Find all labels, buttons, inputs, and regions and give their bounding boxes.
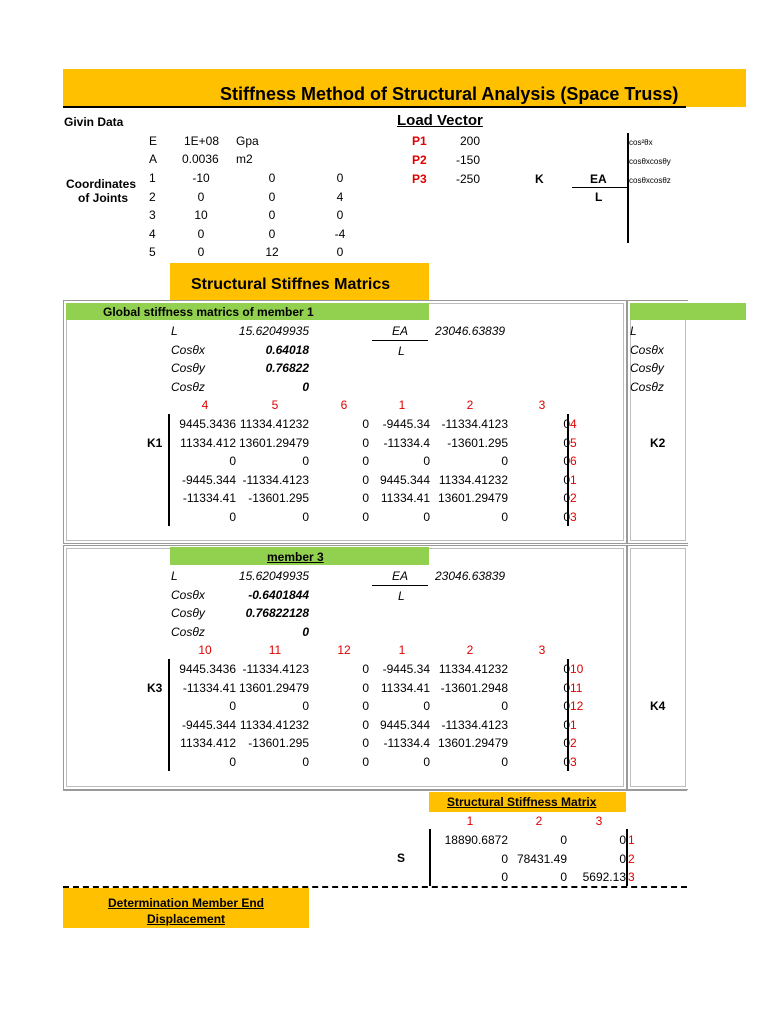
matrix-cell: 11334.41 — [380, 491, 430, 506]
m3-cz-value: 0 — [302, 625, 309, 639]
k-term-1: cos²θx — [629, 138, 653, 147]
m2-cx-label: Cosθx — [630, 343, 664, 357]
matrix-cell: 0 — [560, 870, 567, 884]
m1-ea-value: 23046.63839 — [435, 324, 506, 338]
s-header: Structural Stiffness Matrix — [447, 795, 597, 809]
matrix-row-index: 2 — [628, 851, 635, 866]
matrix-cell: 0 — [362, 680, 369, 695]
matrix-col-index: 6 — [340, 398, 348, 412]
matrix-col-index: 10 — [198, 643, 212, 657]
joint-number: 2 — [149, 189, 156, 204]
load-value: -150 — [455, 153, 480, 167]
matrix-row-index: 3 — [570, 510, 577, 524]
matrix-cell: 0 — [563, 717, 570, 732]
joint-coordinate: 0 — [268, 189, 276, 204]
matrix-cell: 11334.41232 — [438, 472, 508, 487]
joint-coordinate: 0 — [268, 208, 276, 222]
matrix-cell: -11334.41 — [182, 680, 236, 695]
m1-cy-value: 0.76822 — [265, 361, 309, 375]
m1-cx-value: 0.64018 — [265, 343, 309, 357]
m1-ea-line — [372, 340, 428, 341]
member3-header: member 3 — [267, 550, 324, 564]
section-separator — [63, 790, 687, 791]
load-label: P1 — [412, 134, 427, 148]
matrix-cell: -11334.4 — [383, 736, 430, 751]
displacement-header-1: Determination Member End — [107, 896, 265, 910]
joint-coordinate: 12 — [265, 245, 279, 259]
m3-cx-label: Cosθx — [171, 588, 205, 602]
matrix-row-index: 2 — [570, 736, 577, 751]
matrix-col-index: 5 — [271, 398, 279, 412]
a-symbol: A — [149, 152, 158, 166]
matrix-cell: 0 — [563, 510, 570, 524]
matrix-cell: 0 — [302, 699, 309, 714]
matrix-cell: 9445.344 — [379, 472, 430, 487]
m3-l-value: 15.62049935 — [238, 569, 309, 583]
matrix-cell: 11334.41 — [380, 680, 430, 695]
joint-number: 5 — [149, 245, 156, 259]
matrix-cell: 0 — [423, 699, 430, 714]
m3-ea-value: 23046.63839 — [435, 569, 506, 583]
matrix-col-index: 3 — [595, 814, 603, 828]
matrix-cell: 11334.41232 — [438, 662, 508, 676]
matrix-col-index: 1 — [398, 398, 406, 412]
matrix-cell: 5692.13 — [582, 870, 626, 884]
matrix-cell: 0 — [563, 736, 570, 751]
matrix-cell: 0 — [362, 491, 369, 506]
load-label: P3 — [412, 172, 427, 186]
matrix-cell: 0 — [229, 699, 236, 714]
matrix-cell: -11334.4123 — [441, 717, 508, 732]
load-value: 200 — [459, 134, 480, 148]
matrix-cell: 0 — [563, 491, 570, 506]
m3-cz-label: Cosθz — [171, 625, 205, 639]
matrix-cell: 0 — [501, 870, 508, 884]
matrix-cell: 0 — [362, 454, 369, 469]
matrix-cell: 11334.41232 — [239, 417, 309, 431]
matrix-row-index: 10 — [570, 662, 584, 676]
matrix-col-index: 1 — [398, 643, 406, 657]
s-matrix-name: S — [397, 851, 406, 865]
matrix-cell: 0 — [563, 699, 570, 714]
matrix-cell: 78431.49 — [516, 851, 567, 866]
load-value: -250 — [455, 172, 480, 186]
e-value: 1E+08 — [184, 134, 220, 148]
matrix-cell: 18890.6872 — [444, 833, 508, 847]
matrix-cell: 13601.29479 — [438, 491, 509, 506]
m4-matrix-name: K4 — [650, 699, 666, 713]
structural-header: Structural Stiffnes Matrics — [191, 276, 391, 293]
matrix-cell: 0 — [362, 510, 369, 524]
m2-l-label: L — [630, 324, 637, 338]
matrix-col-index: 3 — [538, 398, 546, 412]
matrix-cell: 0 — [302, 755, 309, 769]
matrix-cell: 0 — [619, 851, 626, 866]
k-ea: EA — [590, 172, 607, 186]
matrix-cell: 0 — [362, 736, 369, 751]
a-value: 0.0036 — [182, 152, 219, 166]
joint-coordinate: 0 — [336, 171, 344, 185]
matrix-cell: 0 — [423, 510, 430, 524]
matrix-cell: 13601.29479 — [438, 736, 509, 751]
matrix-cell: 0 — [563, 755, 570, 769]
matrix-row-index: 12 — [570, 699, 584, 714]
m3-ea-den: L — [398, 589, 405, 603]
matrix-cell: 0 — [501, 510, 508, 524]
matrix-col-index: 2 — [535, 814, 543, 828]
joint-coordinate: 0 — [336, 245, 344, 259]
matrix-cell: 0 — [362, 472, 369, 487]
matrix-cell: 0 — [362, 435, 369, 450]
matrix-cell: 0 — [362, 699, 369, 714]
m1-l-label: L — [171, 324, 178, 338]
m3-ea-line — [372, 585, 428, 586]
matrix-col-index: 2 — [466, 643, 474, 657]
matrix-row-index: 5 — [570, 435, 577, 450]
matrix-cell: -11334.4123 — [441, 417, 508, 431]
matrix-row-index: 3 — [570, 755, 577, 769]
matrix-cell: 0 — [362, 755, 369, 769]
k-term-3: cosθxcosθz — [629, 176, 671, 185]
a-unit: m2 — [236, 152, 253, 166]
m3-l-label: L — [171, 569, 178, 583]
m2-cz-label: Cosθz — [630, 380, 664, 394]
joint-coordinate: 0 — [197, 189, 205, 204]
k-term-2: cosθxcosθy — [629, 157, 671, 166]
matrix-cell: 0 — [423, 755, 430, 769]
matrix-cell: -11334.4123 — [242, 472, 309, 487]
m1-cz-value: 0 — [302, 380, 309, 394]
matrix-cell: -9445.344 — [181, 717, 236, 732]
joint-coordinate: -4 — [334, 226, 346, 241]
load-vector-title: Load Vector — [397, 112, 483, 129]
matrix-cell: 0 — [362, 662, 369, 676]
m1-l-value: 15.62049935 — [238, 324, 309, 338]
matrix-cell: 9445.3436 — [179, 662, 236, 676]
m3-cy-value: 0.76822128 — [245, 606, 309, 620]
matrix-cell: 13601.29479 — [239, 435, 310, 450]
coords-label-1: Coordinates — [66, 177, 137, 191]
matrix-cell: 0 — [423, 454, 430, 469]
matrix-cell: 13601.29479 — [239, 680, 310, 695]
matrix-cell: -13601.295 — [447, 435, 508, 450]
joint-coordinate: 0 — [197, 226, 205, 241]
matrix-cell: 11334.41232 — [239, 717, 309, 732]
matrix-cell: 0 — [302, 454, 309, 469]
member2-header-band — [630, 303, 746, 320]
k-fraction-line — [572, 187, 628, 188]
m3-cx-value: -0.6401844 — [248, 588, 309, 602]
matrix-cell: 0 — [229, 510, 236, 524]
matrix-cell: 0 — [362, 417, 369, 431]
matrix-cell: 0 — [560, 833, 567, 847]
joint-coordinate: 0 — [268, 171, 276, 185]
matrix-cell: -13601.295 — [248, 491, 309, 506]
displacement-header-2: Displacement — [146, 912, 226, 926]
matrix-row-index: 1 — [570, 717, 577, 732]
joint-coordinate: 10 — [194, 208, 208, 222]
matrix-cell: 9445.344 — [379, 717, 430, 732]
matrix-col-index: 3 — [538, 643, 546, 657]
k-bracket — [627, 133, 629, 243]
matrix-cell: -13601.2948 — [440, 680, 508, 695]
m2-cy-label: Cosθy — [630, 361, 664, 375]
matrix-cell: 0 — [501, 851, 508, 866]
matrix-cell: 0 — [501, 755, 508, 769]
matrix-cell: 0 — [563, 435, 570, 450]
m1-cz-label: Cosθz — [171, 380, 205, 394]
matrix-col-index: 12 — [337, 643, 351, 657]
matrix-cell: 0 — [563, 454, 570, 469]
m1-ea-label: EA — [392, 324, 409, 338]
k-symbol: K — [535, 172, 544, 186]
m3-cy-label: Cosθy — [171, 606, 205, 620]
joint-coordinate: 0 — [336, 208, 344, 222]
matrix-cell: 0 — [563, 472, 570, 487]
matrix-row-index: 2 — [570, 491, 577, 506]
member4-frame — [627, 545, 688, 790]
matrix-cell: -11334.4 — [383, 435, 430, 450]
matrix-cell: -9445.344 — [181, 472, 236, 487]
matrix-col-index: 1 — [466, 814, 474, 828]
joint-number: 3 — [149, 208, 156, 222]
coords-label-2: of Joints — [78, 191, 128, 205]
matrix-col-index: 2 — [466, 398, 474, 412]
joint-number: 1 — [149, 171, 156, 185]
k-l: L — [595, 190, 603, 204]
m1-cy-label: Cosθy — [171, 361, 205, 375]
matrix-cell: 11334.412 — [180, 435, 236, 450]
matrix-cell: 0 — [229, 454, 236, 469]
matrix-cell: 0 — [302, 510, 309, 524]
joint-coordinate: -10 — [192, 171, 210, 185]
matrix-cell: 11334.412 — [180, 736, 236, 751]
matrix-cell: 0 — [563, 417, 570, 431]
joint-coordinate: 4 — [336, 189, 344, 204]
joint-coordinate: 0 — [268, 226, 276, 241]
matrix-cell: -11334.41 — [182, 491, 236, 506]
matrix-row-index: 1 — [628, 833, 635, 847]
matrix-row-index: 6 — [570, 454, 577, 469]
matrix-cell: 9445.3436 — [179, 417, 236, 431]
m1-cx-label: Cosθx — [171, 343, 205, 357]
matrix-row-index: 4 — [570, 417, 577, 431]
matrix-cell: -13601.295 — [248, 736, 309, 751]
matrix-row-index: 11 — [570, 680, 583, 695]
matrix-cell: 0 — [501, 699, 508, 714]
title-underline — [63, 106, 686, 108]
matrix-col-index: 4 — [201, 398, 209, 412]
matrix-cell: -9445.34 — [382, 662, 430, 676]
m2-matrix-name: K2 — [650, 436, 666, 450]
m1-matrix-name: K1 — [147, 436, 163, 450]
matrix-cell: -9445.34 — [382, 417, 430, 431]
matrix-cell: 0 — [619, 833, 626, 847]
e-symbol: E — [149, 134, 158, 148]
matrix-row-index: 1 — [570, 472, 577, 487]
page-title: Stiffness Method of Structural Analysis (Space Truss) — [220, 84, 679, 104]
matrix-row-index: 3 — [628, 870, 635, 884]
matrix-cell: 0 — [563, 662, 570, 676]
member1-header: Global stiffness matrics of member 1 — [103, 305, 314, 319]
load-label: P2 — [412, 153, 427, 167]
matrix-cell: 0 — [229, 755, 236, 769]
joint-coordinate: 0 — [197, 245, 205, 259]
matrix-cell: 0 — [362, 717, 369, 732]
matrix-col-index: 11 — [268, 643, 282, 657]
matrix-cell: 0 — [501, 454, 508, 469]
matrix-cell: -11334.4123 — [242, 662, 309, 676]
m3-matrix-name: K3 — [147, 681, 163, 695]
matrix-cell: 0 — [563, 680, 570, 695]
m3-ea-label: EA — [392, 569, 409, 583]
given-data-label: Givin Data — [64, 115, 124, 129]
m1-ea-den: L — [398, 344, 405, 358]
joint-number: 4 — [149, 226, 156, 241]
e-unit: Gpa — [236, 134, 259, 148]
